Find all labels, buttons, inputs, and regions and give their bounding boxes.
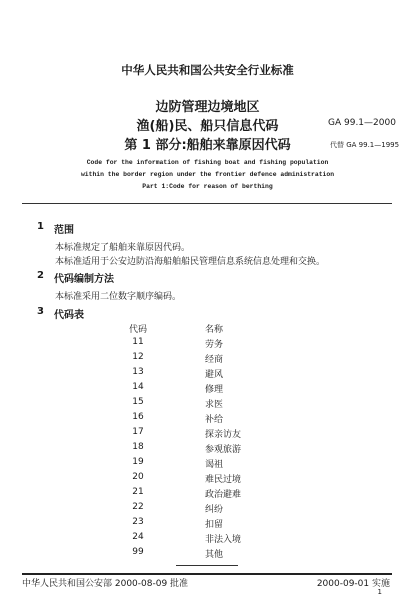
code-cell: 17 <box>132 427 144 437</box>
doc-title-line2: 渔(船)民、船只信息代码 <box>136 119 279 134</box>
footer-divider <box>22 573 392 575</box>
name-cell: 修理 <box>205 385 224 395</box>
table-row <box>0 517 415 531</box>
table-end-rule <box>176 565 238 566</box>
page-number: 1 <box>377 588 382 596</box>
english-title-line3: Part 1:Code for reason of berthing <box>142 183 273 190</box>
code-cell: 15 <box>132 397 144 407</box>
table-row <box>0 397 415 411</box>
approval-line: 中华人民共和国公安部 2000-08-09 批准 <box>22 579 189 589</box>
code-cell: 19 <box>132 457 144 467</box>
code-column-header: 代码 <box>128 325 147 335</box>
standard-number: GA 99.1—2000 <box>328 118 396 128</box>
code-table-header <box>0 322 415 336</box>
name-cell: 难民过境 <box>205 475 242 485</box>
code-cell: 22 <box>132 502 144 512</box>
name-cell: 谒祖 <box>205 460 224 470</box>
effective-date: 2000-09-01 实施 <box>316 579 390 589</box>
table-row <box>0 487 415 501</box>
table-row <box>0 412 415 426</box>
code-cell: 20 <box>132 472 144 482</box>
code-cell: 14 <box>132 382 144 392</box>
replaces-standard: 代替 GA 99.1—1995 <box>330 141 400 149</box>
english-title-line2: within the border region under the frontier defence administration <box>80 171 335 178</box>
name-cell: 扣留 <box>205 520 224 530</box>
section-1-title: 范围 <box>54 225 74 236</box>
code-cell: 99 <box>132 547 144 557</box>
table-row <box>0 382 415 396</box>
doc-title-line3: 第 1 部分:船舶来靠原因代码 <box>124 138 291 153</box>
name-cell: 探亲访友 <box>205 430 242 440</box>
section-2-title: 代码编制方法 <box>54 274 114 285</box>
method-paragraph-1: 本标准采用二位数字顺序编码。 <box>55 292 182 302</box>
code-cell: 12 <box>132 352 144 362</box>
code-cell: 24 <box>132 532 144 542</box>
table-row <box>0 457 415 471</box>
scope-paragraph-2: 本标准适用于公安边防沿海船舶船民管理信息系统信息处理和交换。 <box>55 257 326 267</box>
table-row <box>0 337 415 351</box>
table-row <box>0 472 415 486</box>
name-cell: 其他 <box>205 550 224 560</box>
table-row <box>0 547 415 561</box>
name-cell: 政治避难 <box>205 490 242 500</box>
code-cell: 13 <box>132 367 144 377</box>
code-cell: 16 <box>132 412 144 422</box>
section-1-number: 1 <box>37 221 44 232</box>
code-cell: 23 <box>132 517 144 527</box>
code-cell: 21 <box>132 487 144 497</box>
table-row <box>0 427 415 441</box>
table-row <box>0 352 415 366</box>
name-cell: 经商 <box>205 355 224 365</box>
table-row <box>0 442 415 456</box>
table-row <box>0 502 415 516</box>
doc-title-line1: 边防管理边境地区 <box>155 100 260 115</box>
code-cell: 18 <box>132 442 144 452</box>
name-cell: 劳务 <box>205 340 224 350</box>
name-cell: 求医 <box>205 400 224 410</box>
name-cell: 参观旅游 <box>205 445 242 455</box>
section-3-title: 代码表 <box>54 310 84 321</box>
section-2-number: 2 <box>37 270 44 281</box>
table-row <box>0 367 415 381</box>
scope-paragraph-1: 本标准规定了船舶来靠原因代码。 <box>55 243 191 253</box>
name-cell: 非法入境 <box>205 535 242 545</box>
table-row <box>0 532 415 546</box>
name-cell: 补给 <box>205 415 224 425</box>
name-cell: 避风 <box>205 370 224 380</box>
standard-category-title: 中华人民共和国公共安全行业标准 <box>121 63 294 77</box>
name-cell: 纠纷 <box>205 505 224 515</box>
english-title-line1: Code for the information of fishing boat and fishing population <box>86 159 329 166</box>
code-cell: 11 <box>132 337 144 347</box>
title-divider <box>22 203 392 204</box>
name-column-header: 名称 <box>205 325 224 335</box>
section-3-number: 3 <box>37 306 44 317</box>
